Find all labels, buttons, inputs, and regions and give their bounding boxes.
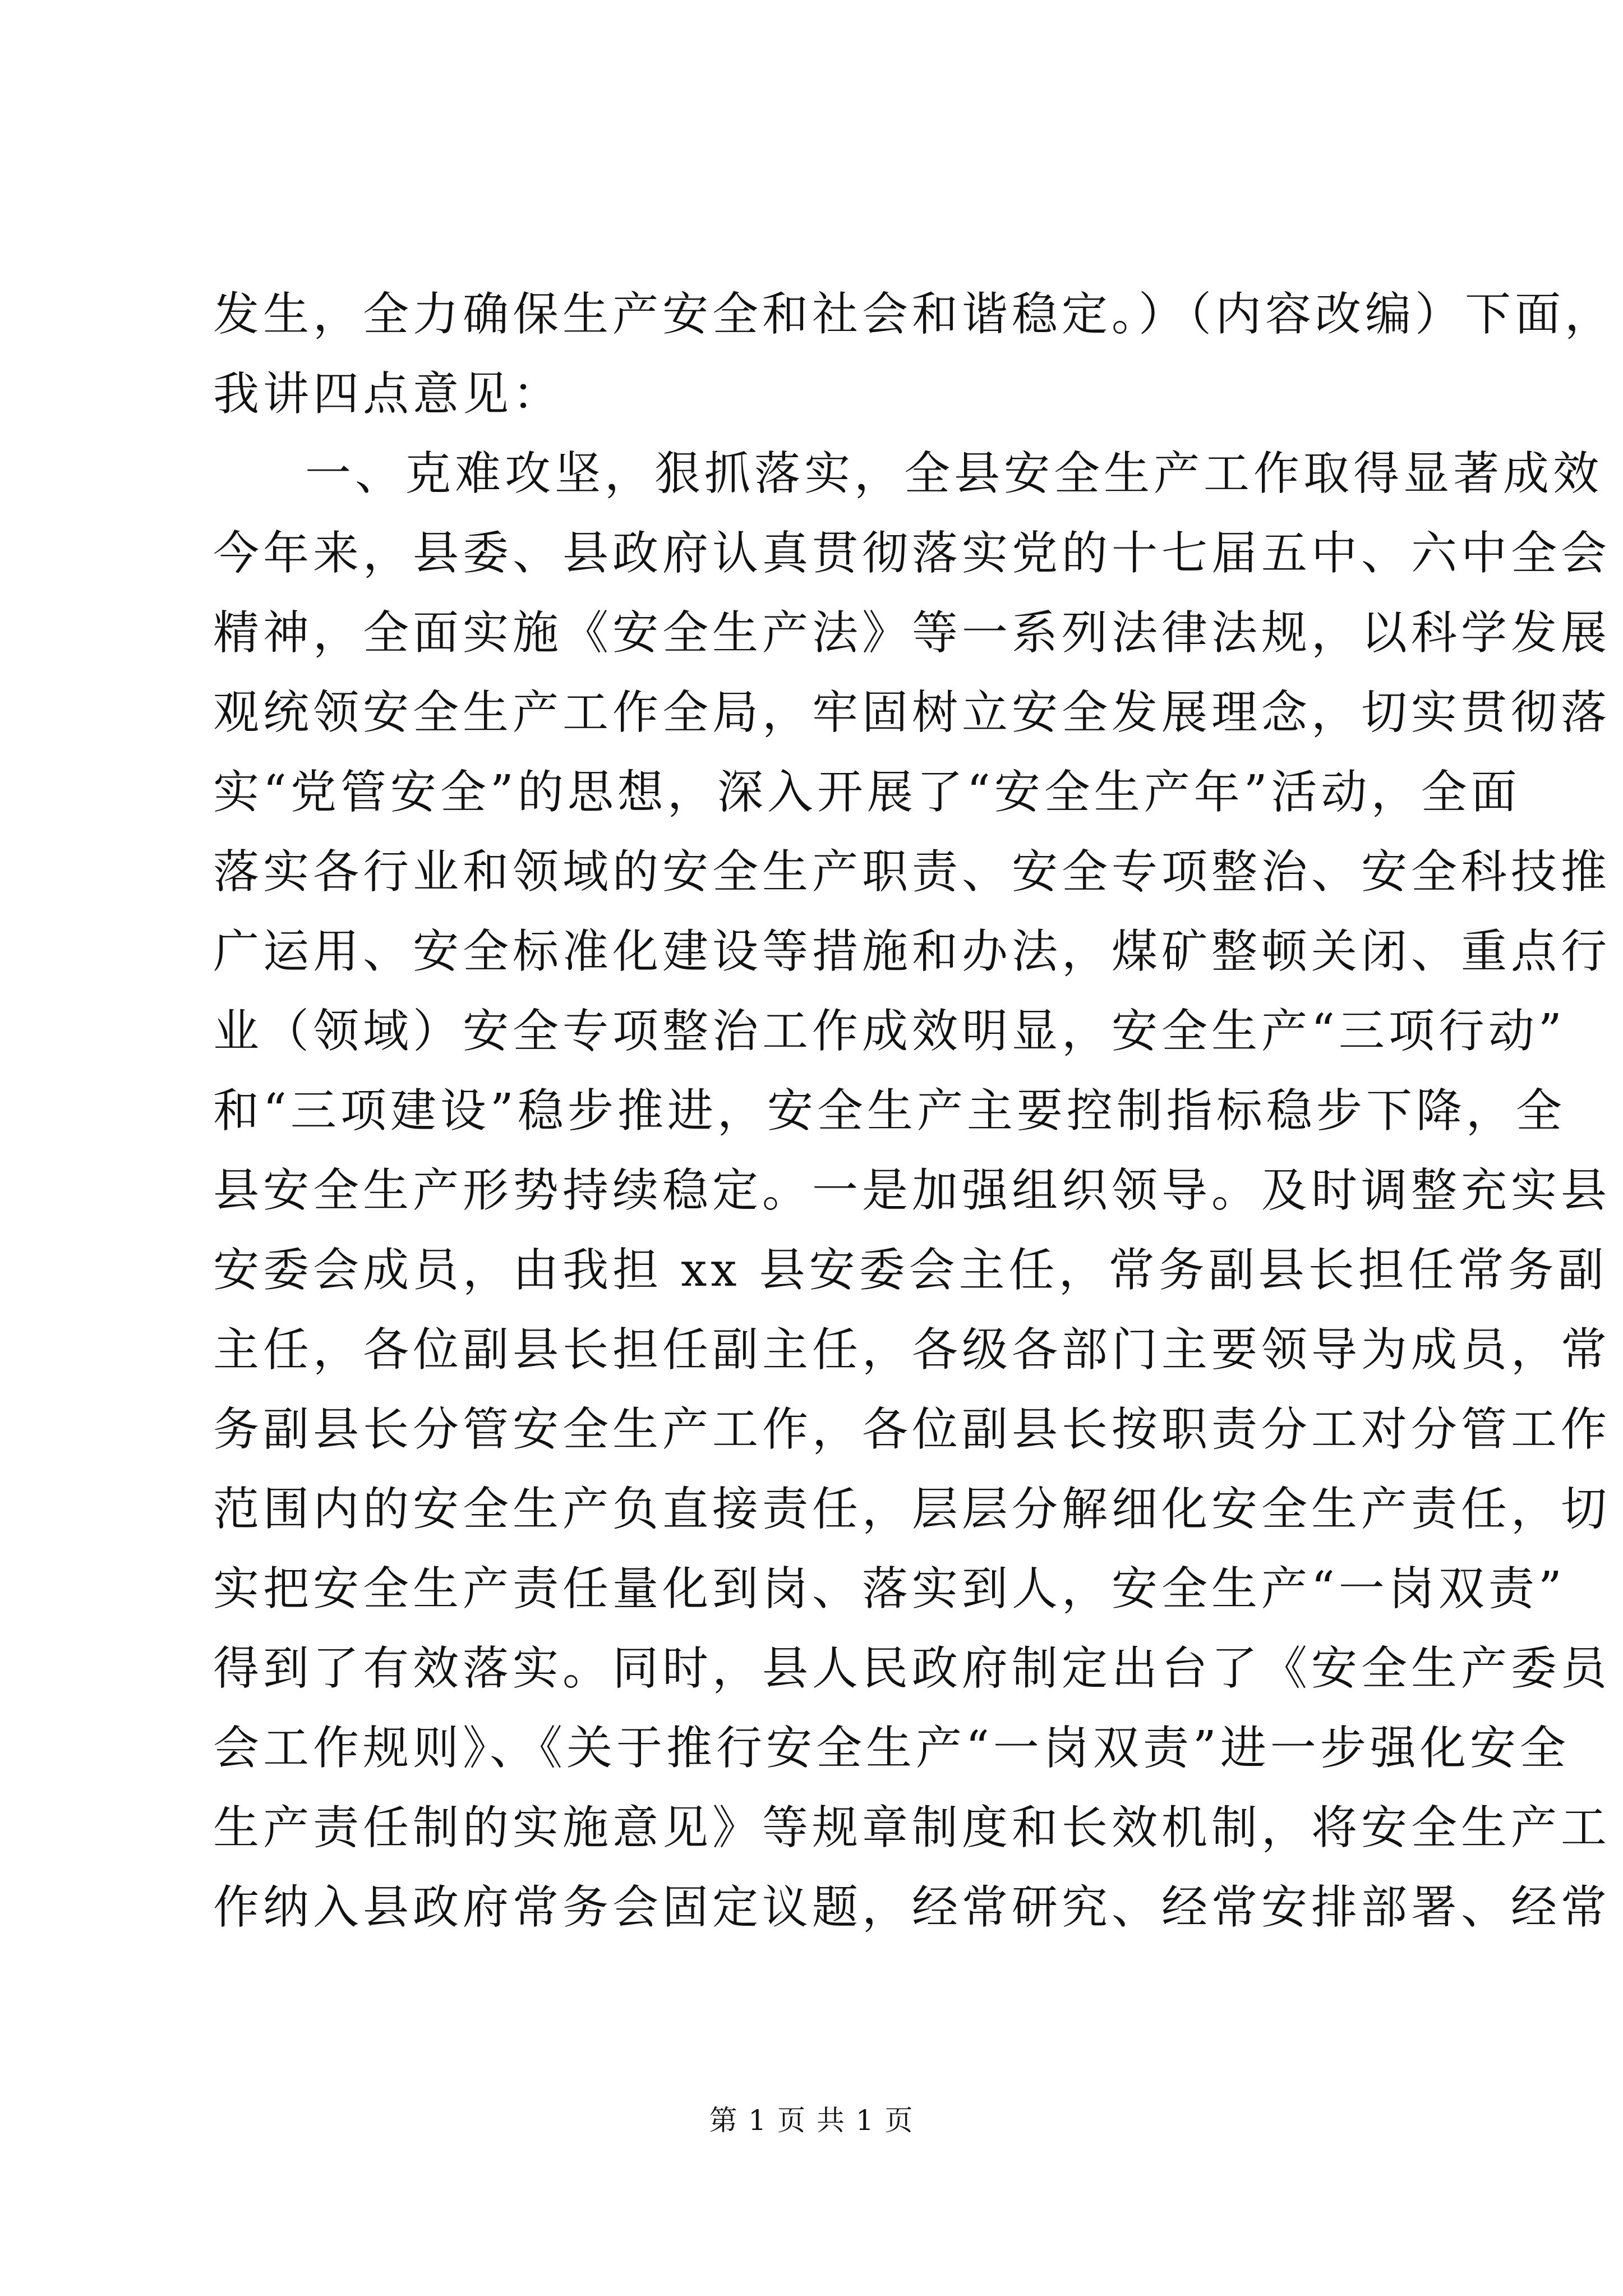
text-line: 会工作规则》、《关于推行安全生产“一岗双责”进一步强化安全	[213, 1722, 1570, 1775]
text-line: 县安全生产形势持续稳定。一是加强组织领导。及时调整充实县	[213, 1164, 1611, 1217]
text-line: 安委会成员，由我担 xx 县安委会主任，常务副县长担任常务副	[213, 1244, 1608, 1297]
text-line: 今年来，县委、县政府认真贯彻落实党的十七届五中、六中全会	[213, 527, 1611, 580]
text-line: 范围内的安全生产负直接责任，层层分解细化安全生产责任，切	[213, 1483, 1611, 1536]
text-line: 我讲四点意见：	[213, 367, 563, 421]
text-line: 业（领域）安全专项整治工作成效明显，安全生产“三项行动”	[213, 1005, 1566, 1058]
text-line: 实“党管安全”的思想，深入开展了“安全生产年”活动，全面	[213, 766, 1521, 819]
text-line: 实把安全生产责任量化到岗、落实到人，安全生产“一岗双责”	[213, 1562, 1566, 1616]
text-line: 主任，各位副县长担任副主任，各级各部门主要领导为成员，常	[213, 1323, 1611, 1377]
text-line: 作纳入县政府常务会固定议题，经常研究、经常安排部署、经常	[213, 1881, 1611, 1934]
text-line: 精神，全面实施《安全生产法》等一系列法律法规，以科学发展	[213, 606, 1611, 660]
text-line: 生产责任制的实施意见》等规章制度和长效机制，将安全生产工	[213, 1801, 1611, 1855]
text-line: 落实各行业和领域的安全生产职责、安全专项整治、安全科技推	[213, 845, 1611, 899]
body-text	[213, 275, 1615, 1948]
section-heading: 一、克难攻坚，狠抓落实，全县安全生产工作取得显著成效	[305, 447, 1603, 500]
page-number-footer: 第 1 页 共 1 页	[709, 2104, 914, 2137]
text-line: 和“三项建设”稳步推进，安全生产主要控制指标稳步下降，全	[213, 1084, 1566, 1138]
text-line: 观统领安全生产工作全局，牢固树立安全发展理念，切实贯彻落	[213, 686, 1611, 739]
text-line: 务副县长分管安全生产工作，各位副县长按职责分工对分管工作	[213, 1403, 1611, 1456]
text-line: 发生，全力确保生产安全和社会和谐稳定。）（内容改编）下面，	[213, 288, 1615, 341]
text-line: 广运用、安全标准化建设等措施和办法，煤矿整顿关闭、重点行	[213, 925, 1611, 978]
text-line: 得到了有效落实。同时，县人民政府制定出台了《安全生产委员	[213, 1642, 1611, 1695]
